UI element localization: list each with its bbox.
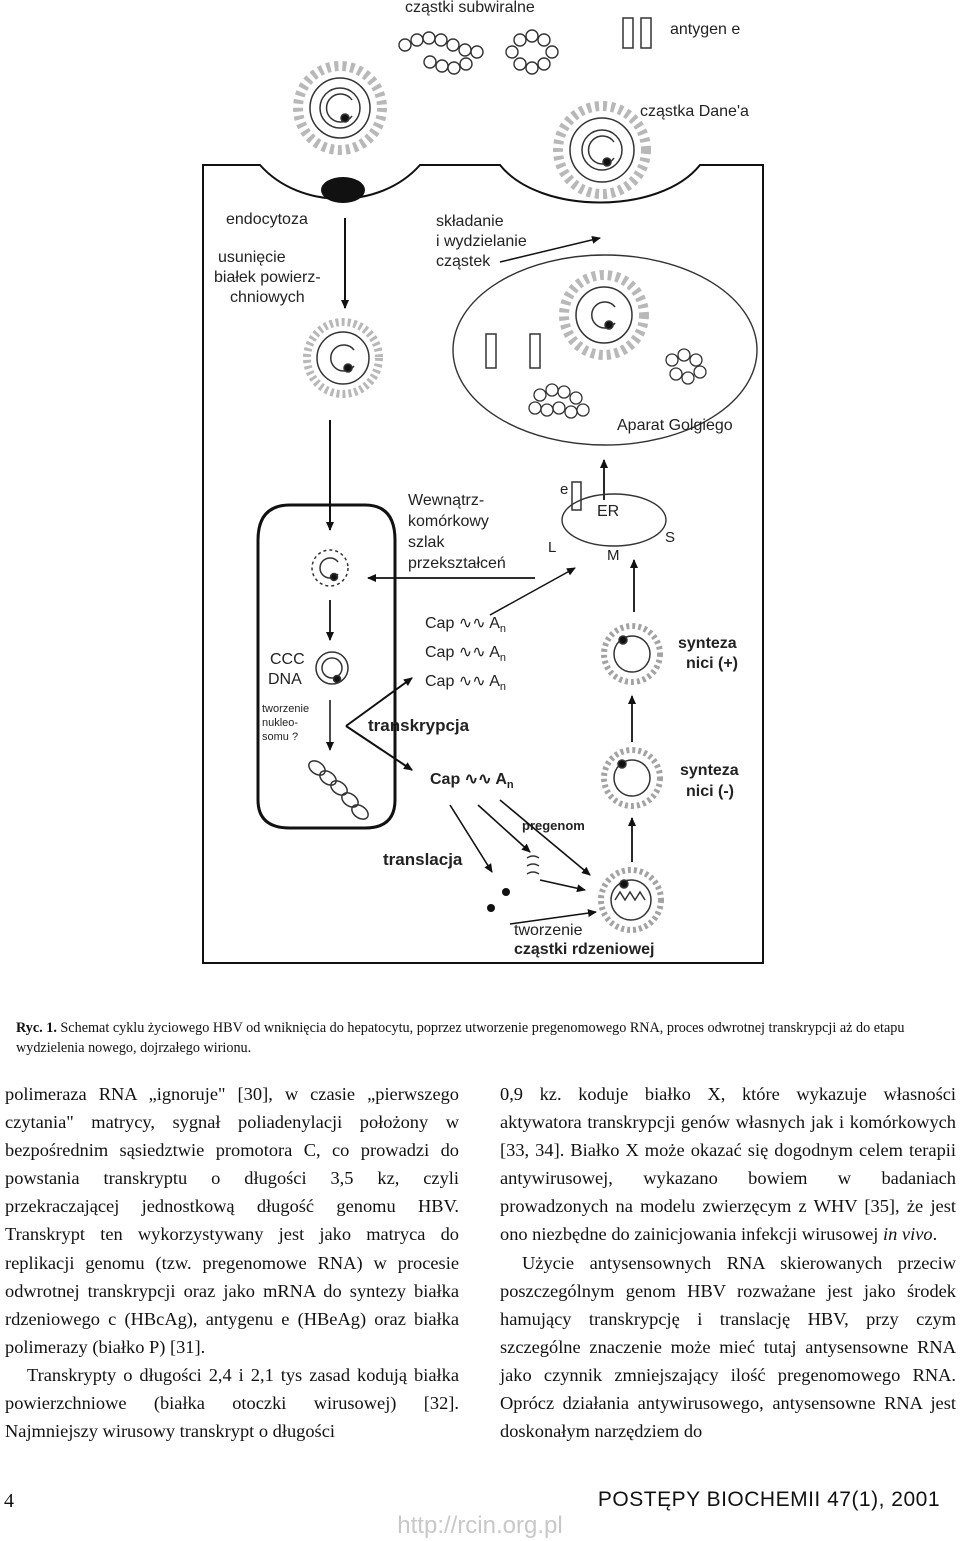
nucleosome-label-1: tworzenie: [262, 703, 310, 715]
er-l-label: L: [548, 539, 557, 556]
transcription-label: transkrypcja: [368, 716, 470, 735]
nucleosome-label-2: nukleo-: [262, 717, 299, 729]
subviral-label: cząstki subwiralne: [405, 0, 535, 16]
endoplasmic-reticulum: [562, 494, 666, 546]
removal-label-1: usunięcie: [218, 249, 286, 266]
page-number: 4: [4, 1490, 14, 1512]
golgi-virion: [564, 275, 644, 355]
er-antigen-e: [572, 482, 581, 510]
minus-strand-capsid: [604, 750, 660, 806]
nucleosome-label-3: somu ?: [262, 731, 299, 743]
minus-strand-label-2: nici (-): [686, 783, 734, 800]
right-paragraph-1: 0,9 kz. koduje białko X, które wykazuje własności aktywatora transkrypcji genów własnych jak i komórkowych [33, 34]. Białko X może okazać się dogodnym celem terapii antywirusowej, wykazano bowiem w badaniach prowadzonych na modelu zwierzęcym z WHV [35], że jest ono niezbędne do zainicjowania infekcji wirusowej in vivo.: [500, 1084, 956, 1245]
left-column: [5, 1080, 459, 1445]
uncoated-virion: [307, 322, 379, 394]
er-m-label: M: [607, 547, 620, 564]
left-paragraph-1: polimeraza RNA „ignoruje" [30], w czasie „pierwszego czytania" matrycy, sygnał poliadenylacji położony w bezpośrednim sąsiedztwie promotora C, co prowadzi do powstania transkryptu o długości 3,5 kz, czyli przekraczającej jednostkową długość genomu HBV. Transkrypt ten wykorzystywany jest jako matryca do replikacji genomu (tzw. pregenomowe RNA) w procesie odwrotnej transkrypcji oraz jako mRNA do syntezy białka rdzeniowego c (HBcAg), antygenu e (HBeAg) oraz białka polimerazy (białko P) [31].: [5, 1084, 459, 1357]
dane-label: cząstka Dane'a: [640, 103, 749, 120]
journal-name: POSTĘPY BIOCHEMII 47(1), 2001: [597, 1488, 940, 1511]
core-particle: [601, 870, 661, 930]
ccc-dna-circle: [316, 652, 348, 684]
antigen-e-label: antygen e: [670, 21, 741, 38]
er-s-label: S: [665, 529, 676, 546]
polymerase-dot: [502, 888, 510, 896]
dane-particle: [558, 106, 646, 194]
er-label: ER: [597, 503, 620, 520]
svg-text:Cap ∿∿ An: Cap ∿∿ $A_n$: [425, 644, 506, 664]
core-label-2: cząstki rdzeniowej: [514, 941, 655, 958]
virion-entering: [298, 66, 382, 150]
ccc-label-1: CCC: [270, 651, 305, 668]
endocytosis-label: endocytoza: [226, 211, 308, 228]
translation-label: translacja: [383, 850, 463, 869]
ccc-label-2: DNA: [268, 671, 302, 688]
protein-to-core-arrow: [540, 880, 585, 890]
svg-text:Cap ∿∿ An: Cap ∿∿ $A_n$: [425, 615, 506, 635]
pathway-label-4: przekształceń: [408, 555, 506, 572]
right-column: [500, 1080, 956, 1445]
plus-strand-label-1: synteza: [678, 635, 737, 652]
caption-label: Ryc. 1.: [16, 1020, 57, 1036]
golgi-subviral: [529, 349, 706, 418]
antigen-e-icon-2: [641, 18, 651, 48]
golgi-antigen-e: [486, 334, 496, 368]
assembly-label-2: i wydzielanie: [436, 233, 527, 250]
to-er-arrow: [490, 568, 575, 615]
pathway-label-1: Wewnątrz-: [408, 492, 485, 509]
endocytosis-vesicle: [321, 177, 365, 203]
pathway-label-3: szlak: [408, 534, 445, 551]
mrna-group: [425, 615, 506, 693]
source-url-watermark: http://rcin.org.pl: [397, 1512, 563, 1539]
caption-text: Schemat cyklu życiowego HBV od wniknięcia do hepatocytu, poprzez utworzenie pregenomowego RNA, proces odwrotnej transkrypcji aż do etapu wydzielenia nowego, dojrzałego wirionu.: [16, 1020, 905, 1056]
assembly-label-3: cząstek: [436, 253, 491, 270]
nuclear-virion: [312, 550, 348, 586]
pathway-label-2: komórkowy: [408, 513, 489, 530]
right-paragraph-2: Użycie antysensownych RNA skierowanych przeciw poszczególnym genom HBV rozważane jest jako środek hamujący transkrypcję i translację HBV, przy czym szczególne znaczenie może mieć tutaj antysensowne RNA jako czynnik zmniejszający ilość pregenomowego RNA. Oprócz działania antywirusowego, antysensowne RNA jest doskonałym narzędziem do: [500, 1252, 956, 1442]
polymerase-dot-2: [487, 904, 495, 912]
figure-caption: [16, 1018, 960, 1058]
removal-label-2: białek powierz-: [214, 269, 321, 286]
er-e-label: e: [560, 481, 569, 498]
pregenome-label: pregenom: [522, 818, 585, 833]
pregenome-mrna: Cap ∿∿ $A_n$: [430, 771, 514, 791]
capsid-proteins: [527, 856, 539, 874]
antigen-e-icon: [623, 18, 633, 48]
svg-text:Cap ∿∿ An: Cap ∿∿ $A_n$: [425, 673, 506, 693]
plus-strand-capsid: [604, 626, 660, 682]
assembly-label-1: składanie: [436, 213, 504, 230]
core-label-1: tworzenie: [514, 922, 583, 939]
subviral-particles: [399, 30, 558, 74]
nucleosome-chain: [306, 758, 371, 822]
left-paragraph-2: Transkrypty o długości 2,4 i 2,1 tys zasad kodują białka powierzchniowe (białka otoczki wirusowej) [32]. Najmniejszy wirusowy transkrypt o długości: [5, 1364, 459, 1442]
minus-strand-label-1: synteza: [680, 762, 739, 779]
plus-strand-label-2: nici (+): [686, 655, 739, 672]
golgi-label: Aparat Golgiego: [617, 417, 733, 434]
removal-label-3: chniowych: [230, 289, 305, 306]
golgi-antigen-e-2: [530, 334, 540, 368]
